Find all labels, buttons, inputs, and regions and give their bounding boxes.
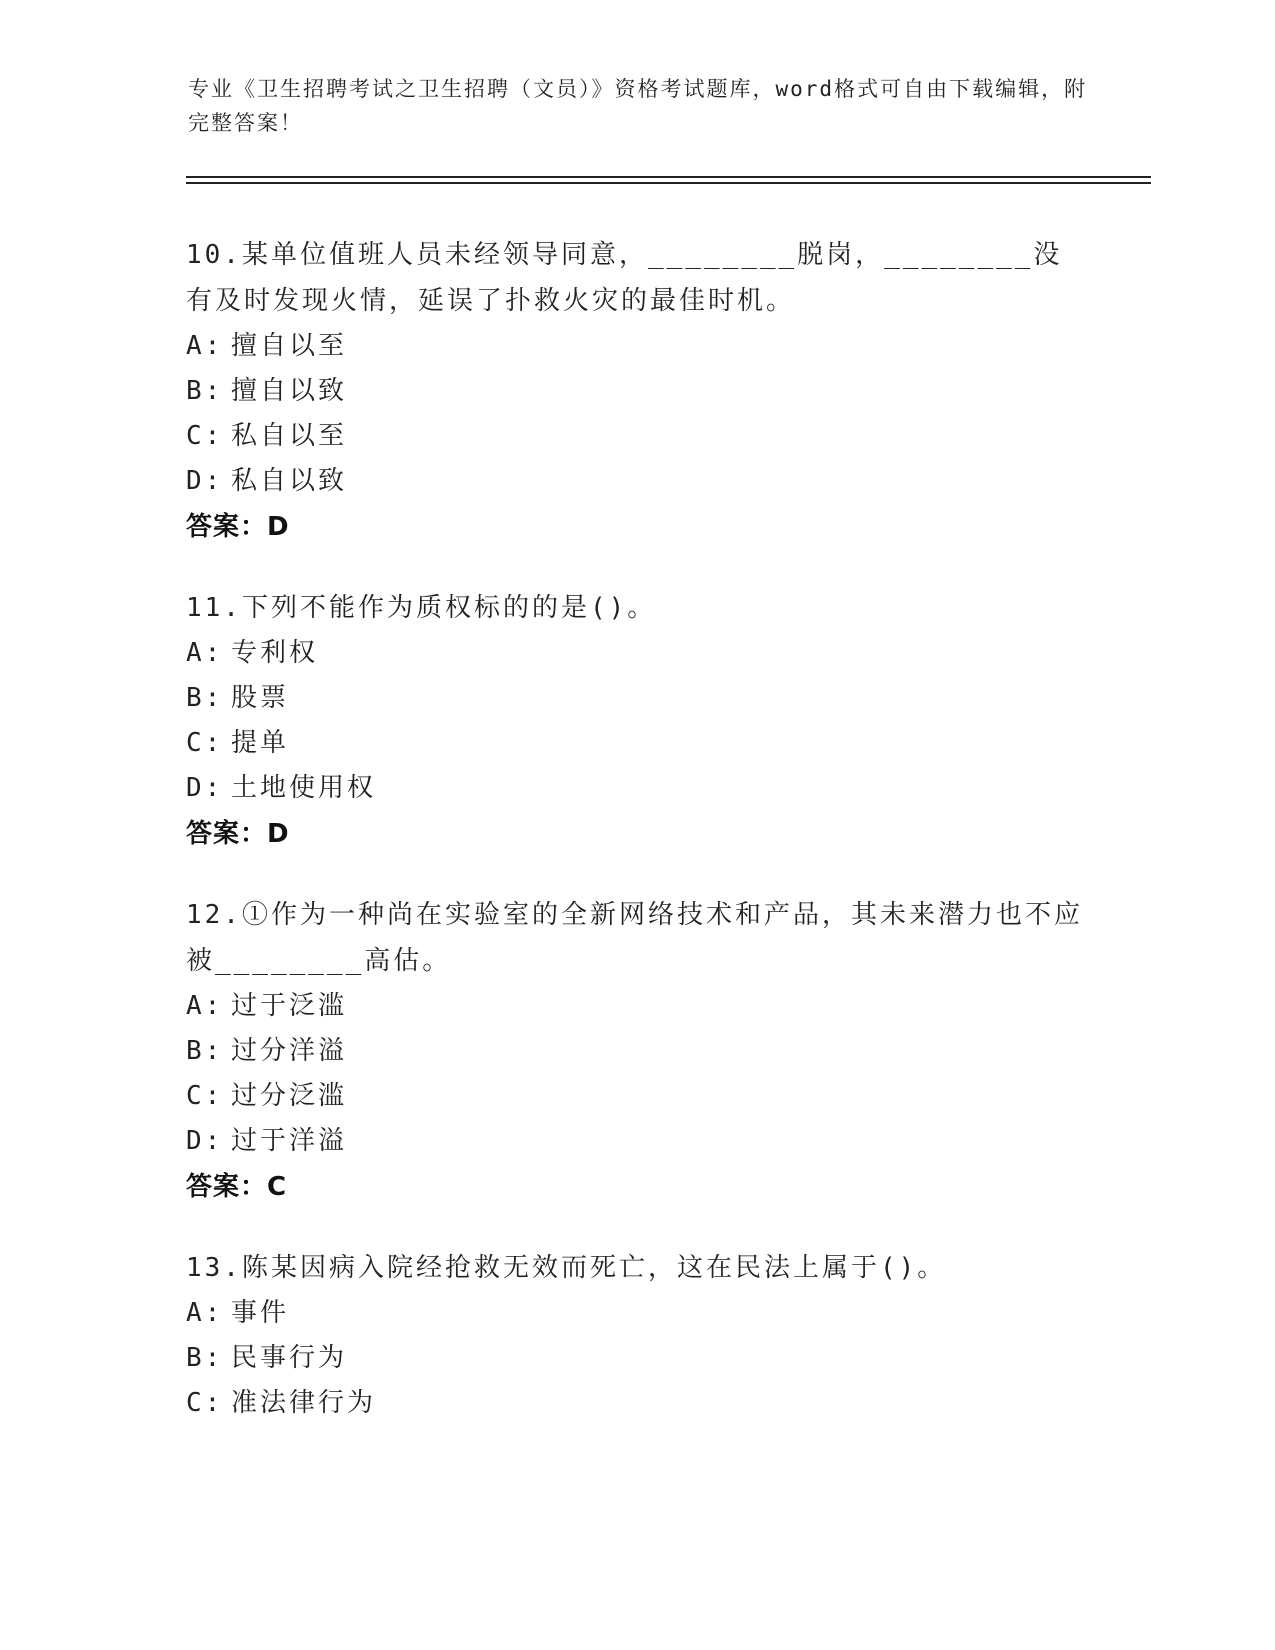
answer-line: 答案：D: [186, 512, 290, 542]
option-key: A:: [186, 331, 224, 361]
option-d: [186, 766, 1086, 811]
option-c: [186, 1074, 1086, 1119]
option-key: C:: [186, 1081, 224, 1111]
option-key: C:: [186, 728, 224, 758]
answer-line: 答案：C: [186, 1172, 288, 1202]
option-text: 民事行为: [231, 1343, 348, 1373]
option-key: C:: [186, 421, 224, 451]
option-text: 过于洋溢: [231, 1126, 348, 1156]
option-key: A:: [186, 638, 224, 668]
question-stem: 13.陈某因病入院经抢救无效而死亡，这在民法上属于()。: [186, 1253, 947, 1283]
option-text: 专利权: [231, 638, 319, 668]
question-12: [186, 892, 1086, 1210]
option-a: [186, 984, 1086, 1029]
option-text: 擅自以至: [231, 331, 348, 361]
option-key: D:: [186, 466, 224, 496]
option-key: D:: [186, 773, 224, 803]
option-text: 过于泛滥: [231, 991, 348, 1021]
question-stem: 11.下列不能作为质权标的的是()。: [186, 593, 657, 623]
option-c: [186, 721, 1086, 766]
option-c: [186, 414, 1086, 459]
question-stem: 10.某单位值班人员未经领导同意，________脱岗，________没有及时发现火情，延误了扑救火灾的最佳时机。: [186, 240, 1063, 316]
option-b: [186, 1336, 1086, 1381]
option-text: 过分泛滥: [231, 1081, 348, 1111]
option-key: A:: [186, 991, 224, 1021]
document-header: 专业《卫生招聘考试之卫生招聘（文员）》资格考试题库，word格式可自由下载编辑，附完整答案！: [188, 77, 1088, 135]
header-divider-bottom: [186, 182, 1151, 184]
option-key: B:: [186, 1036, 224, 1066]
option-text: 准法律行为: [231, 1388, 377, 1418]
option-text: 擅自以致: [231, 376, 348, 406]
option-key: A:: [186, 1298, 224, 1328]
question-list: [186, 232, 1086, 1461]
option-text: 事件: [231, 1298, 290, 1328]
option-text: 过分洋溢: [231, 1036, 348, 1066]
option-key: B:: [186, 683, 224, 713]
option-key: D:: [186, 1126, 224, 1156]
header-divider-top: [186, 176, 1151, 178]
option-d: [186, 1119, 1086, 1164]
option-b: [186, 676, 1086, 721]
option-b: [186, 1029, 1086, 1074]
option-text: 土地使用权: [231, 773, 377, 803]
option-text: 私自以致: [231, 466, 348, 496]
question-11: [186, 585, 1086, 857]
option-key: C:: [186, 1388, 224, 1418]
option-a: [186, 1291, 1086, 1336]
option-a: [186, 631, 1086, 676]
option-c: [186, 1381, 1086, 1426]
question-stem: 12.①作为一种尚在实验室的全新网络技术和产品，其未来潜力也不应被________高估。: [186, 900, 1083, 976]
option-key: B:: [186, 376, 224, 406]
option-d: [186, 459, 1086, 504]
answer-line: 答案：D: [186, 819, 290, 849]
option-text: 提单: [231, 728, 290, 758]
question-10: [186, 232, 1086, 550]
option-a: [186, 324, 1086, 369]
option-b: [186, 369, 1086, 414]
option-key: B:: [186, 1343, 224, 1373]
option-text: 股票: [231, 683, 290, 713]
question-13: [186, 1245, 1086, 1426]
option-text: 私自以至: [231, 421, 348, 451]
